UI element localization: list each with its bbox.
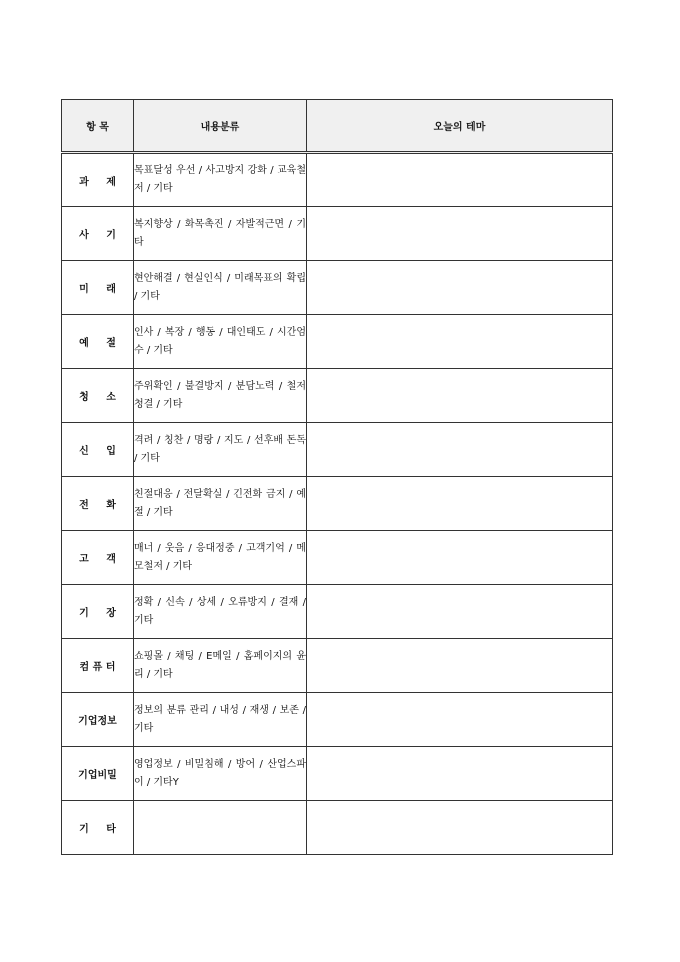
row-content: 정확 / 신속 / 상세 / 오류방지 / 결재 / 기타 bbox=[134, 585, 307, 639]
table-row bbox=[62, 207, 613, 261]
row-label: 신 입 bbox=[62, 423, 134, 477]
table-row bbox=[62, 747, 613, 801]
row-content: 격려 / 칭찬 / 명랑 / 지도 / 선후배 돈독 / 기타 bbox=[134, 423, 307, 477]
table-row bbox=[62, 693, 613, 747]
row-content: 현안해결 / 현실인식 / 미래목표의 확립 / 기타 bbox=[134, 261, 307, 315]
row-label: 예 절 bbox=[62, 315, 134, 369]
row-theme-cell[interactable] bbox=[307, 315, 613, 369]
row-label: 기 타 bbox=[62, 801, 134, 855]
row-content: 목표달성 우선 / 사고방지 강화 / 교육철저 / 기타 bbox=[134, 153, 307, 207]
row-label: 미 래 bbox=[62, 261, 134, 315]
table-row bbox=[62, 315, 613, 369]
row-theme-cell[interactable] bbox=[307, 585, 613, 639]
table-row bbox=[62, 369, 613, 423]
row-content: 주위확인 / 불결방지 / 분담노력 / 철저청결 / 기타 bbox=[134, 369, 307, 423]
row-theme-cell[interactable] bbox=[307, 261, 613, 315]
row-label: 기업정보 bbox=[62, 693, 134, 747]
row-theme-cell[interactable] bbox=[307, 639, 613, 693]
header-row bbox=[62, 100, 613, 153]
row-theme-cell[interactable] bbox=[307, 153, 613, 207]
row-theme-cell[interactable] bbox=[307, 369, 613, 423]
table-row bbox=[62, 531, 613, 585]
row-label: 과 제 bbox=[62, 153, 134, 207]
row-theme-cell[interactable] bbox=[307, 801, 613, 855]
row-theme-cell[interactable] bbox=[307, 747, 613, 801]
row-theme-cell[interactable] bbox=[307, 693, 613, 747]
header-item: 항 목 bbox=[62, 100, 134, 153]
table-row bbox=[62, 153, 613, 207]
header-content-category: 내용분류 bbox=[134, 100, 307, 153]
table-row bbox=[62, 261, 613, 315]
row-label: 기업비밀 bbox=[62, 747, 134, 801]
header-todays-theme: 오늘의 테마 bbox=[307, 100, 613, 153]
row-label: 청 소 bbox=[62, 369, 134, 423]
row-label: 기 장 bbox=[62, 585, 134, 639]
row-content: 복지향상 / 화목촉진 / 자발적근면 / 기타 bbox=[134, 207, 307, 261]
row-label: 사 기 bbox=[62, 207, 134, 261]
row-theme-cell[interactable] bbox=[307, 423, 613, 477]
row-content: 영업정보 / 비밀침해 / 방어 / 산업스파이 / 기타Y bbox=[134, 747, 307, 801]
table-row bbox=[62, 477, 613, 531]
row-theme-cell[interactable] bbox=[307, 207, 613, 261]
row-content: 매너 / 웃음 / 응대정중 / 고객기억 / 메모철저 / 기타 bbox=[134, 531, 307, 585]
table-row bbox=[62, 585, 613, 639]
table-row bbox=[62, 423, 613, 477]
row-content: 친절대응 / 전달확실 / 긴전화 금지 / 예절 / 기타 bbox=[134, 477, 307, 531]
row-content: 쇼핑몰 / 채팅 / E메일 / 홈페이지의 윤리 / 기타 bbox=[134, 639, 307, 693]
row-label: 전 화 bbox=[62, 477, 134, 531]
row-theme-cell[interactable] bbox=[307, 531, 613, 585]
row-label: 고 객 bbox=[62, 531, 134, 585]
table-row bbox=[62, 801, 613, 855]
row-theme-cell[interactable] bbox=[307, 477, 613, 531]
theme-form-table bbox=[61, 99, 613, 855]
row-label: 컴 퓨 터 bbox=[62, 639, 134, 693]
row-content: 정보의 분류 관리 / 내성 / 재생 / 보존 / 기타 bbox=[134, 693, 307, 747]
row-content: 인사 / 복장 / 행동 / 대인태도 / 시간엄수 / 기타 bbox=[134, 315, 307, 369]
table-row bbox=[62, 639, 613, 693]
row-content[interactable] bbox=[134, 801, 307, 855]
